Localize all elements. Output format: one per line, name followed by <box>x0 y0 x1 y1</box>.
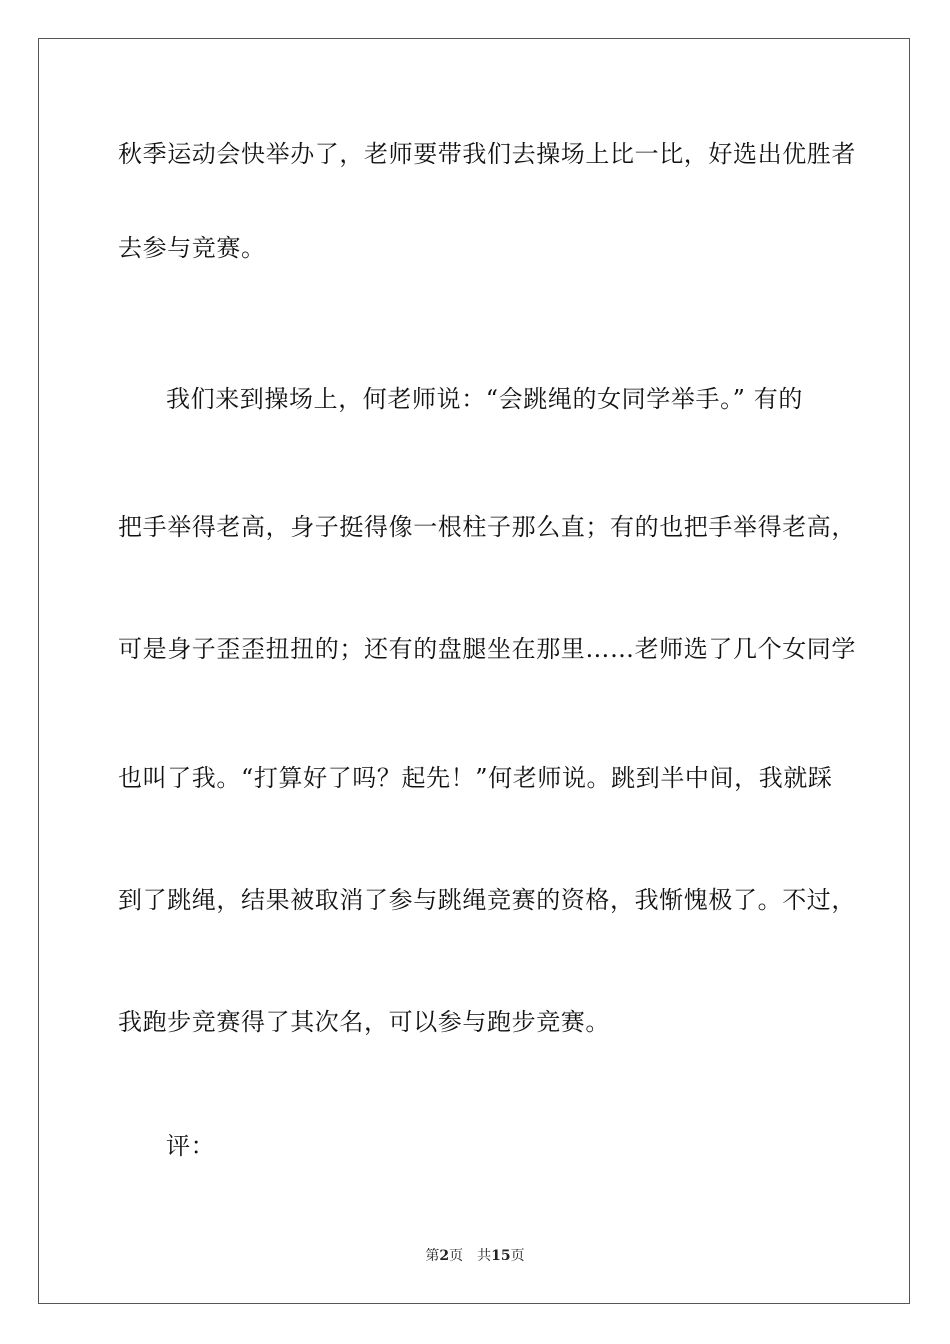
paragraph-line: 去参与竞赛。 <box>118 234 266 262</box>
paragraph-line: 到了跳绳，结果被取消了参与跳绳竞赛的资格，我惭愧极了。不过， <box>118 886 856 914</box>
page-suffix: 页 <box>449 1248 464 1264</box>
page-number: 2 <box>439 1248 450 1264</box>
paragraph-line: 我们来到操场上，何老师说：“会跳绳的女同学举手。” 有的 <box>166 385 803 413</box>
paragraph-line: 可是身子歪歪扭扭的；还有的盘腿坐在那里……老师选了几个女同学 <box>118 635 856 663</box>
page-prefix: 第 <box>425 1248 440 1264</box>
paragraph-line: 把手举得老高，身子挺得像一根柱子那么直；有的也把手举得老高， <box>118 513 856 541</box>
page-footer <box>0 1246 950 1266</box>
total-prefix: 共 <box>477 1248 492 1264</box>
total-pages: 15 <box>491 1248 511 1264</box>
paragraph-line: 秋季运动会快举办了，老师要带我们去操场上比一比，好选出优胜者 <box>118 140 856 168</box>
page-frame <box>38 38 910 1304</box>
total-suffix: 页 <box>510 1248 525 1264</box>
comment-label: 评： <box>166 1132 216 1160</box>
paragraph-line: 也叫了我。“打算好了吗？起先！”何老师说。跳到半中间，我就踩 <box>118 764 833 792</box>
paragraph-line: 我跑步竞赛得了其次名，可以参与跑步竞赛。 <box>118 1008 610 1036</box>
